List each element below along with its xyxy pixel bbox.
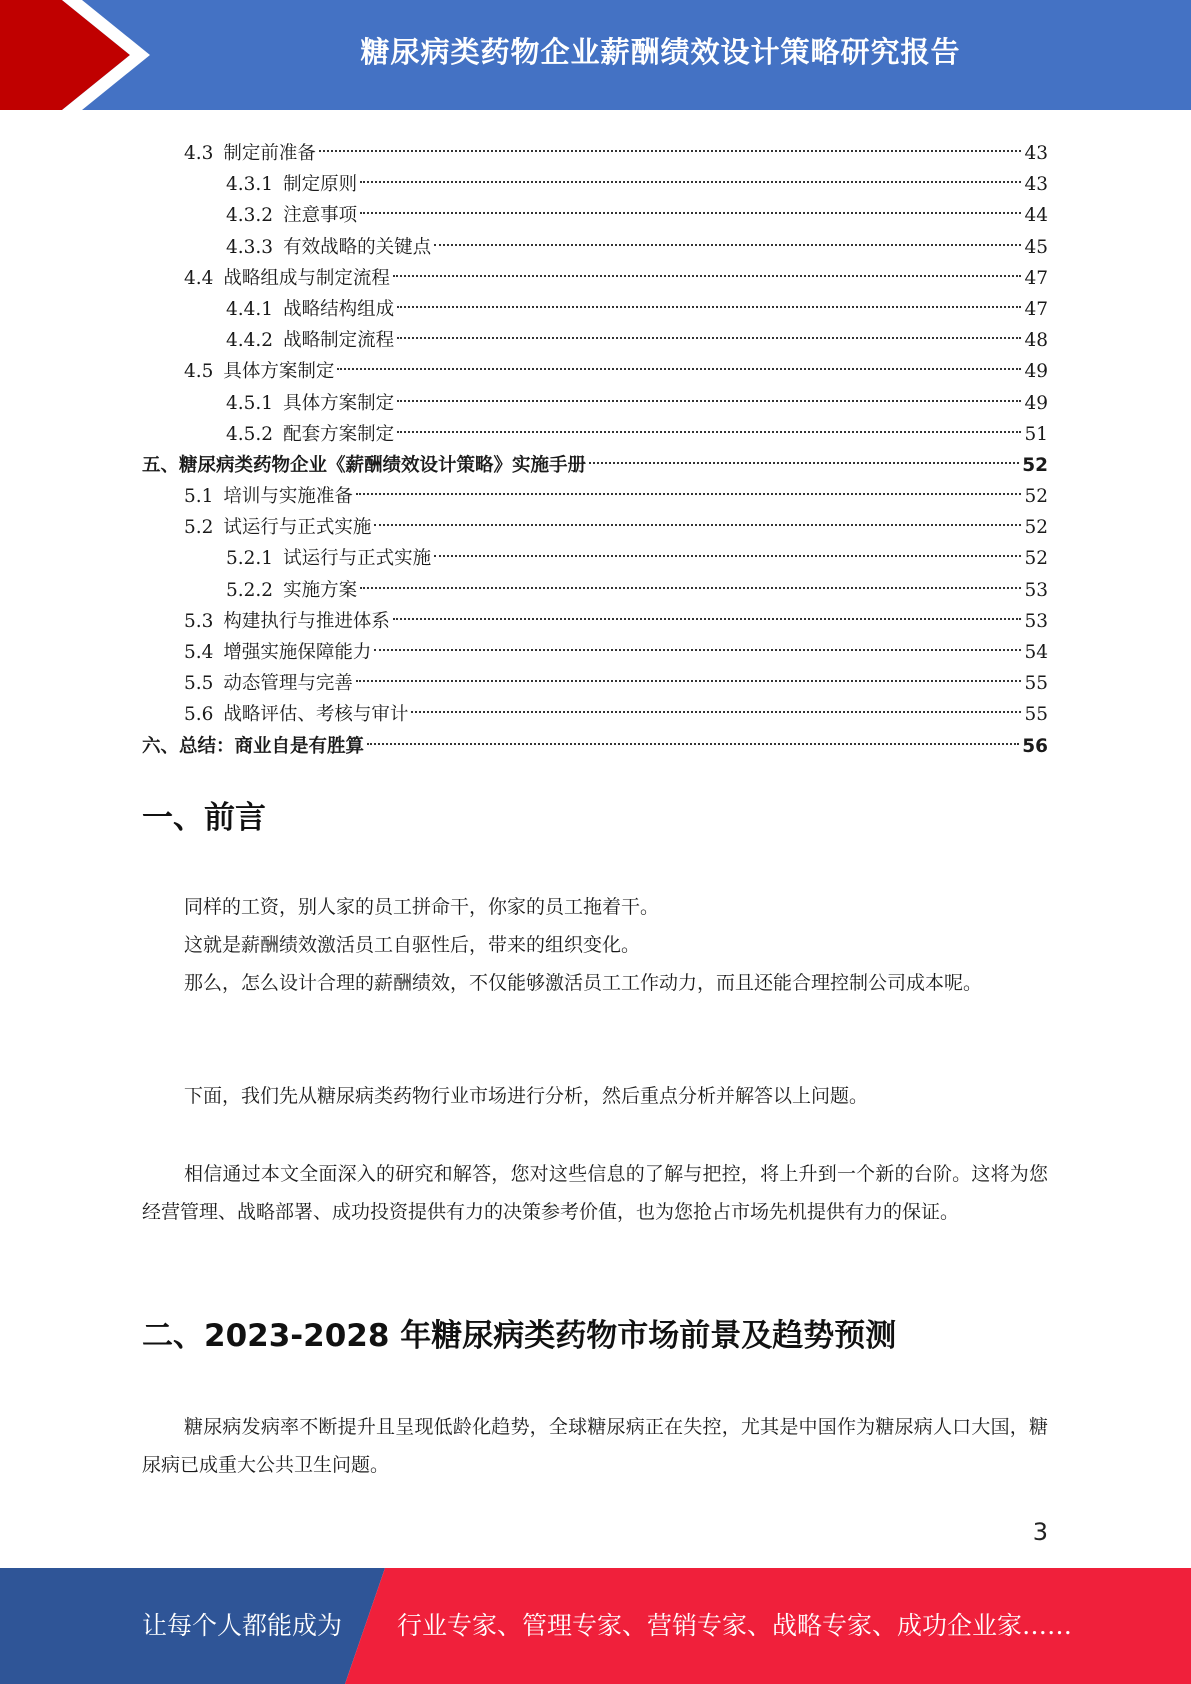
paragraph: 下面，我们先从糖尿病类药物行业市场进行分析，然后重点分析并解答以上问题。 <box>184 1085 869 1107</box>
toc-entry-number: 5.3 <box>184 610 214 632</box>
toc-entry-number: 4.4 <box>184 267 214 289</box>
toc-entry-label: 试运行与正式实施 <box>283 548 432 570</box>
toc-entry-number: 4.3.3 <box>226 236 274 258</box>
toc-entry-page: 54 <box>1024 642 1048 663</box>
toc-entry[interactable] <box>142 128 1048 164</box>
toc-entry-label: 战略评估、考核与审计 <box>223 704 409 726</box>
toc-entry-page: 47 <box>1024 298 1048 320</box>
toc-entry-page: 51 <box>1024 423 1048 445</box>
toc-entry-label: 制定前准备 <box>223 143 316 164</box>
toc-dot-leader <box>434 222 1021 253</box>
toc-entry[interactable] <box>142 346 1048 383</box>
toc-dot-leader <box>434 533 1021 564</box>
toc-dot-leader <box>360 159 1021 190</box>
toc-entry-label: 战略结构组成 <box>283 298 395 320</box>
toc-dot-leader <box>397 315 1021 346</box>
toc-entry-label: 具体方案制定 <box>283 392 395 414</box>
toc-entry-number: 5.4 <box>184 642 214 663</box>
toc-dot-leader <box>356 658 1022 689</box>
toc-dot-leader <box>356 471 1022 502</box>
toc-dot-leader <box>393 596 1022 627</box>
toc-entry-page: 53 <box>1024 579 1048 601</box>
page-number: 3 <box>1032 1518 1048 1546</box>
toc-entry-page: 52 <box>1024 517 1048 539</box>
toc-entry-label: 制定原则 <box>283 174 358 196</box>
paragraph: 相信通过本文全面深入的研究和解答，您对这些信息的了解与把控，将上升到一个新的台阶。这将为您经营管理、战略部署、成功投资提供有力的决策参考价值，也为您抢占市场先机提供有力的保证。 <box>142 1163 1048 1223</box>
toc-entry[interactable] <box>142 222 1048 258</box>
toc-entry-label: 试运行与正式实施 <box>223 517 372 539</box>
toc-entry-page: 45 <box>1024 236 1048 258</box>
toc-dot-leader <box>374 502 1021 533</box>
toc-entry-label: 增强实施保障能力 <box>223 642 372 663</box>
toc-entry-page: 56 <box>1022 735 1048 757</box>
toc-dot-leader <box>337 346 1021 377</box>
toc-dot-leader <box>360 565 1021 596</box>
toc-entry-label: 注意事项 <box>283 205 358 227</box>
toc-entry-number: 4.5.1 <box>226 392 274 414</box>
page-footer <box>0 1568 1191 1684</box>
document-title: 糖尿病类药物企业薪酬绩效设计策略研究报告 <box>360 34 961 69</box>
toc-entry-label: 五、糖尿病类药物企业《薪酬绩效设计策略》实施手册 <box>142 454 587 476</box>
toc-entry-page: 49 <box>1024 361 1048 383</box>
toc-entry-label: 六、总结：商业自是有胜算 <box>142 735 365 757</box>
section-heading-market-forecast: 二、2023-2028 年糖尿病类药物市场前景及趋势预测 <box>142 1318 897 1354</box>
toc-entry-page: 47 <box>1024 267 1048 289</box>
toc-entry-label: 战略制定流程 <box>283 330 395 352</box>
toc-entry-label: 有效战略的关键点 <box>283 236 432 258</box>
toc-entry-number: 4.3.2 <box>226 205 274 227</box>
toc-entry-label: 构建执行与推进体系 <box>223 610 390 632</box>
toc-entry-number: 4.3.1 <box>226 174 274 196</box>
toc-entry-label: 具体方案制定 <box>223 361 335 383</box>
toc-entry-page: 43 <box>1024 143 1048 164</box>
toc-dot-leader <box>374 627 1021 658</box>
toc-dot-leader <box>397 409 1021 440</box>
toc-entry-page: 52 <box>1022 454 1048 476</box>
toc-entry-number: 5.6 <box>184 704 214 726</box>
toc-dot-leader <box>393 253 1022 284</box>
toc-entry-number: 4.3 <box>184 143 214 164</box>
toc-entry-number: 4.4.1 <box>226 298 274 320</box>
toc-dot-leader <box>367 721 1019 752</box>
toc-entry-number: 4.4.2 <box>226 330 274 352</box>
toc-entry-label: 战略组成与制定流程 <box>223 267 390 289</box>
section-heading-preface: 一、前言 <box>142 800 266 836</box>
toc-entry-page: 44 <box>1024 205 1048 227</box>
toc-dot-leader <box>360 190 1021 221</box>
toc-entry[interactable] <box>142 253 1048 289</box>
toc-entry-page: 52 <box>1024 548 1048 570</box>
paragraph: 糖尿病发病率不断提升且呈现低龄化趋势，全球糖尿病正在失控，尤其是中国作为糖尿病人口大国，糖尿病已成重大公共卫生问题。 <box>142 1416 1048 1476</box>
toc-entry-number: 5.1 <box>184 486 214 508</box>
footer-slogan-right: 行业专家、管理专家、营销专家、战略专家、成功企业家…… <box>397 1611 1073 1640</box>
paragraph: 这就是薪酬绩效激活员工自驱性后，带来的组织变化。 <box>184 934 641 956</box>
toc-entry-number: 5.2.2 <box>226 579 274 601</box>
toc-entry-number: 4.5.2 <box>226 423 274 445</box>
toc-entry-page: 53 <box>1024 610 1048 632</box>
paragraph: 同样的工资，别人家的员工拼命干，你家的员工拖着干。 <box>184 896 660 918</box>
table-of-contents <box>142 128 1048 757</box>
toc-entry-number: 5.2 <box>184 517 214 539</box>
toc-entry[interactable] <box>142 596 1048 632</box>
toc-entry-page: 49 <box>1024 392 1048 414</box>
page-header <box>0 0 1191 110</box>
toc-entry-page: 55 <box>1024 704 1048 726</box>
toc-entry-label: 动态管理与完善 <box>223 673 353 695</box>
toc-entry-page: 43 <box>1024 174 1048 196</box>
toc-dot-leader <box>397 378 1021 409</box>
toc-dot-leader <box>319 128 1022 159</box>
paragraph: 那么，怎么设计合理的薪酬绩效，不仅能够激活员工工作动力，而且还能合理控制公司成本呢。 <box>184 972 983 994</box>
toc-entry-label: 培训与实施准备 <box>223 486 353 508</box>
toc-entry-label: 实施方案 <box>283 579 358 601</box>
toc-entry-number: 5.2.1 <box>226 548 274 570</box>
toc-entry[interactable] <box>142 440 1048 476</box>
toc-dot-leader <box>411 689 1021 720</box>
toc-entry-number: 4.5 <box>184 361 214 383</box>
toc-entry-page: 48 <box>1024 330 1048 352</box>
toc-entry[interactable] <box>142 409 1048 445</box>
toc-dot-leader <box>589 440 1019 471</box>
footer-slogan-left: 让每个人都能成为 <box>142 1611 343 1640</box>
toc-entry[interactable] <box>142 565 1048 601</box>
toc-entry[interactable] <box>142 190 1048 227</box>
toc-entry-number: 5.5 <box>184 673 214 695</box>
toc-entry-page: 52 <box>1024 486 1048 508</box>
toc-entry-page: 55 <box>1024 673 1048 695</box>
toc-dot-leader <box>397 284 1021 315</box>
toc-entry[interactable] <box>142 315 1048 352</box>
toc-entry-label: 配套方案制定 <box>283 423 395 445</box>
